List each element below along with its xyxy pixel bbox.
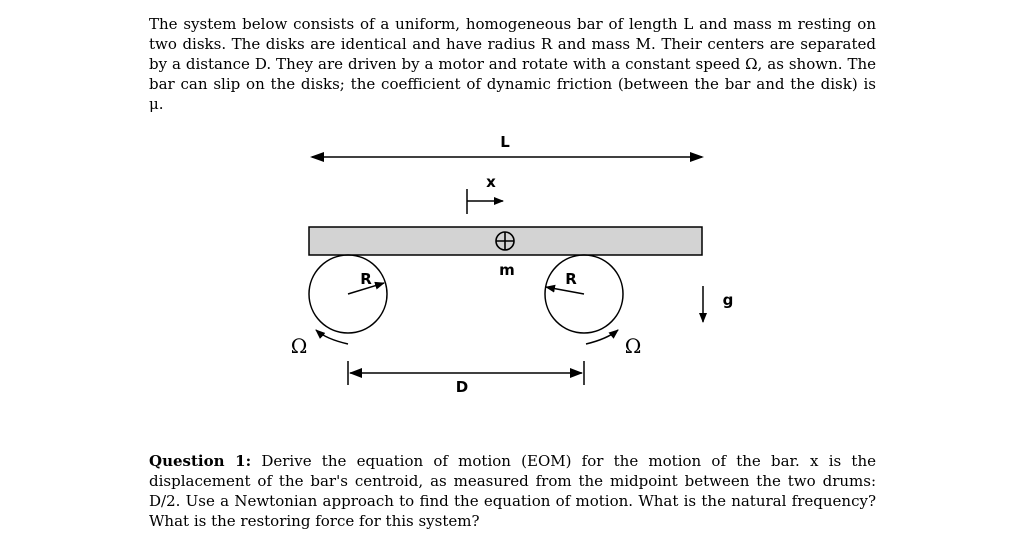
length-label: L [500, 133, 510, 151]
arrowhead-icon [570, 368, 583, 378]
displacement-marker [467, 173, 503, 214]
mass-label: m [499, 261, 515, 279]
displacement-label: x [486, 173, 496, 191]
right-omega-label: Ω [624, 334, 642, 358]
left-omega-label: Ω [290, 334, 308, 358]
length-dimension [310, 133, 704, 162]
left-disk [309, 255, 387, 333]
separation-dimension [348, 361, 584, 396]
right-radius-label: R [565, 270, 577, 288]
arrowhead-icon [310, 152, 324, 162]
separation-label: D [455, 378, 469, 396]
gravity-label: g [722, 291, 734, 309]
centroid-icon [496, 232, 514, 250]
question-text: Derive the equation of motion (EOM) for the motion of the bar. x is the displacement of the bar's centroid, as measured from the midpoint between the two drums: D/2. Use a Newtonian approach to find the equation of motion. What is the natural frequency? What is the restoring force for this system? [149, 452, 876, 530]
gravity-arrow [703, 286, 733, 322]
left-rotation-arrow [291, 330, 348, 358]
question-label: Question 1: [149, 452, 252, 470]
left-radius-label: R [360, 270, 372, 288]
right-disk [545, 255, 623, 333]
question-block [149, 451, 876, 531]
problem-statement-text: The system below consists of a uniform, homogeneous bar of length L and mass m resting on two disks. The disks are identical and have radius R and mass M. Their centers are separated by a distance D. They are driven by a motor and rotate with a constant speed Ω, as shown. The bar can slip on the disks; the coefficient of dynamic friction (between the bar and the disk) is μ. [149, 15, 876, 113]
arrowhead-icon [349, 368, 362, 378]
arrowhead-icon [690, 152, 704, 162]
right-rotation-arrow [586, 330, 641, 358]
